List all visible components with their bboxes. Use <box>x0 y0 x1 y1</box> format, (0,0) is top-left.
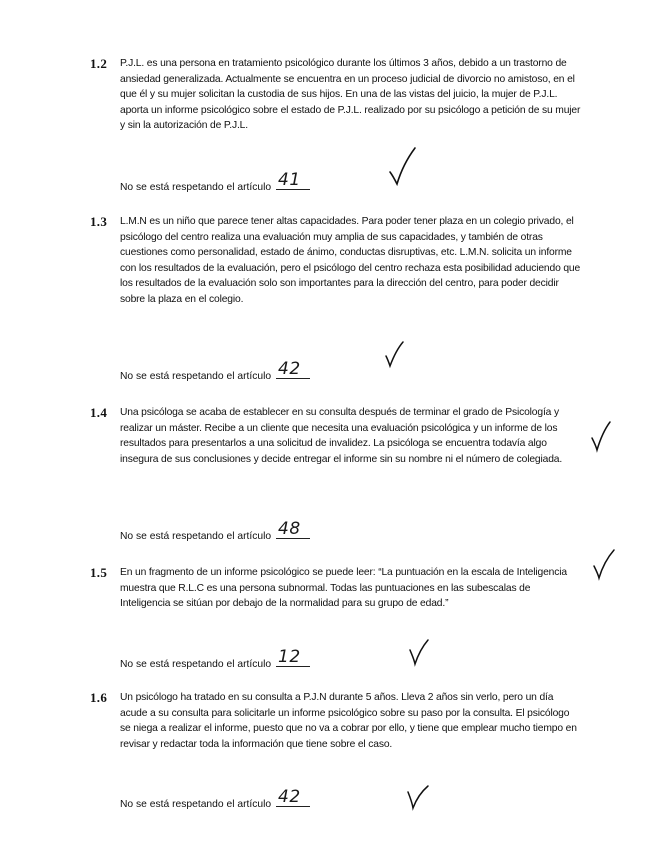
item-number: 1.3 <box>90 214 108 229</box>
checkmark-icon <box>406 784 430 812</box>
answer-blank <box>276 519 310 539</box>
handwritten-answer: 42 <box>278 787 301 807</box>
item-number: 1.5 <box>90 565 108 580</box>
handwritten-answer: 42 <box>278 359 301 379</box>
exercise-item-1-6 <box>90 690 590 810</box>
item-text: Una psicóloga se acaba de establecer en su consulta después de terminar el grado de Psicología y realizar un máster. Recibe a un cliente que necesita una evaluación psicológica y un informe de los resultados para presentarlos a una solicitud de invalidez. La psicóloga se encuentra todavía algo insegura de sus conclusiones y decide entregar el informe sin su nombre ni el número de colegiada. <box>120 407 563 465</box>
answer-blank <box>276 359 310 379</box>
answer-label: No se está respetando el artículo <box>120 799 272 810</box>
exercise-item-1-5 <box>90 565 590 675</box>
answer-line <box>120 787 310 812</box>
checkmark-icon <box>388 146 418 188</box>
answer-line <box>120 359 310 384</box>
checkmark-icon <box>384 340 406 370</box>
answer-label: No se está respetando el artículo <box>120 659 272 670</box>
item-number: 1.2 <box>90 56 108 71</box>
checkmark-icon <box>590 420 612 454</box>
answer-label: No se está respetando el artículo <box>120 371 272 382</box>
answer-line <box>120 647 310 672</box>
exercise-item-1-4 <box>90 405 590 545</box>
handwritten-answer: 48 <box>278 519 301 539</box>
answer-blank <box>276 787 310 807</box>
exercise-item-1-3 <box>90 214 590 384</box>
item-text: En un fragmento de un informe psicológico se puede leer: “La puntuación en la escala de Inteligencia muestra que R.L.C es una persona subnormal. Todas las puntuaciones en las subescalas de Inteligencia se sitúan por debajo de la normalidad para su grupo de edad.” <box>120 567 567 610</box>
item-text: L.M.N es un niño que parece tener altas capacidades. Para poder tener plaza en un colegio privado, el psicólogo del centro realiza una evaluación muy amplia de sus capacidades, y también de otras cuestiones como personalidad, estado de ánimo, conductas disruptivas, etc. L.M.N. solicita un informe con los resultados de la evaluación, pero el psicólogo del centro rechaza esta posibilidad aduciendo que los resultados de la evaluación solo son importantes para la dirección del centro, para poder decidir sobre la plaza en el colegio. <box>120 216 581 305</box>
answer-line <box>120 170 310 195</box>
answer-label: No se está respetando el artículo <box>120 182 272 193</box>
exercise-item-1-2 <box>90 56 590 196</box>
item-text: P.J.L. es una persona en tratamiento psicológico durante los últimos 3 años, debido a un trastorno de ansiedad generalizada. Actualmente se encuentra en un proceso judicial de divorcio no amistoso, en el que él y su mujer solicitan la custodia de sus hijos. En una de las vistas del juicio, la mujer de P.J.L. aporta un informe psicológico sobre el estado de P.J.L. realizado por su psicólogo a petición de su mujer y sin la autorización de P.J.L. <box>120 58 581 132</box>
answer-label: No se está respetando el artículo <box>120 531 272 542</box>
checkmark-icon <box>592 548 616 582</box>
item-number: 1.6 <box>90 690 108 705</box>
answer-blank <box>276 170 310 190</box>
item-text: Un psicólogo ha tratado en su consulta a P.J.N durante 5 años. Lleva 2 años sin verlo, pero un día acude a su consulta para solicitarle un informe psicológico sobre su paso por la consulta. El psicólogo se niega a realizar el informe, puesto que no va a cobrar por ello, y tiene que emplear mucho tiempo en revisar y redactar toda la información que tiene sobre el caso. <box>120 692 577 750</box>
answer-blank <box>276 647 310 667</box>
handwritten-answer: 12 <box>278 647 301 667</box>
checkmark-icon <box>408 638 430 668</box>
item-number: 1.4 <box>90 405 108 420</box>
answer-line <box>120 519 310 544</box>
handwritten-answer: 41 <box>278 170 301 190</box>
